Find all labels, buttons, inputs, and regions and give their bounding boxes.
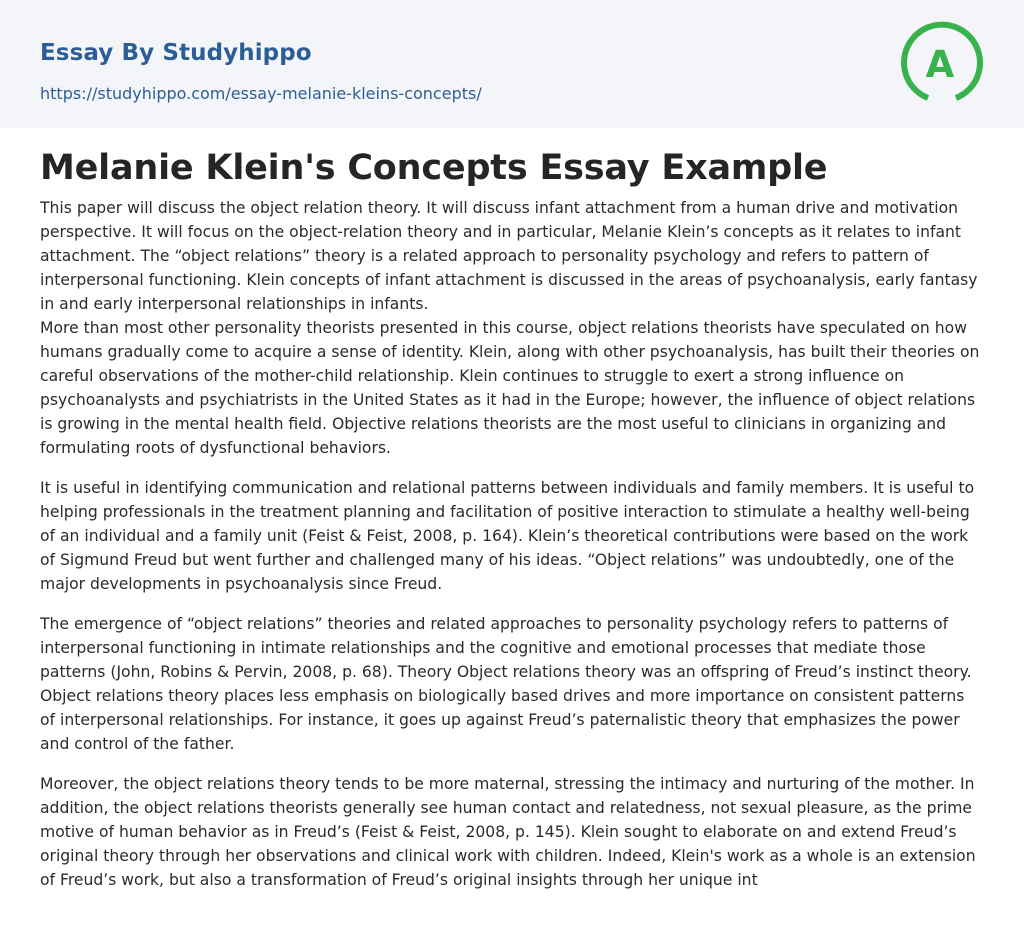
paragraph-1: This paper will discuss the object relation theory. It will discuss infant attachment from a human drive and motivation perspective. It will focus on the object-relation theory and in particular, Melanie Klein’s concepts as it relates to infant attachment. The “object relations” theory is a related approach to personality psychology and refers to pattern of interpersonal functioning. Klein concepts of infant attachment is discussed in the areas of psychoanalysis, early fantasy in and early interpersonal relationships in infants. bbox=[40, 199, 978, 313]
essay-body bbox=[40, 196, 984, 892]
article bbox=[40, 144, 984, 908]
paragraph-2: More than most other personality theorists presented in this course, object relations theorists have speculated on how humans gradually come to acquire a sense of identity. Klein, along with other psychoanalysis, has built their theories on careful observations of the mother-child relationship. Klein continues to struggle to exert a strong influence on psychoanalysts and psychiatrists in the United States as it had in the Europe; however, the influence of object relations is growing in the mental health field. Objective relations theorists are the most useful to clinicians in organizing and formulating roots of dysfunctional behaviors. bbox=[40, 319, 980, 457]
logo-letter: A bbox=[925, 43, 955, 86]
essay-url-link[interactable]: https://studyhippo.com/essay-melanie-kleins-concepts/ bbox=[40, 84, 482, 103]
site-header bbox=[0, 0, 1024, 128]
studyhippo-logo-icon bbox=[898, 18, 986, 106]
article-title: Melanie Klein's Concepts Essay Example bbox=[40, 148, 828, 188]
paragraph-4: The emergence of “object relations” theories and related approaches to personality psychology refers to patterns of interpersonal functioning in intimate relationships and the cognitive and emotional processes that mediate those patterns (John, Robins & Pervin, 2008, p. 68). Theory Object relations theory was an offspring of Freud’s instinct theory. Object relations theory places less emphasis on biologically based drives and more importance on consistent patterns of interpersonal relationships. For instance, it goes up against Freud’s paternalistic theory that emphasizes the power and control of the father. bbox=[40, 615, 972, 753]
paragraph-3: It is useful in identifying communication and relational patterns between individuals and family members. It is useful to helping professionals in the treatment planning and facilitation of positive interaction to stimulate a healthy well-being of an individual and a family unit (Feist & Feist, 2008, p. 164). Klein’s theoretical contributions were based on the work of Sigmund Freud but went further and challenged many of his ideas. “Object relations” was undoubtedly, one of the major developments in psychoanalysis since Freud. bbox=[40, 479, 975, 593]
site-title: Essay By Studyhippo bbox=[40, 40, 312, 66]
paragraph-5: Moreover, the object relations theory tends to be more maternal, stressing the intimacy and nurturing of the mother. In addition, the object relations theorists generally see human contact and relatedness, not sexual pleasure, as the prime motive of human behavior as in Freud’s (Feist & Feist, 2008, p. 145). Klein sought to elaborate on and extend Freud’s original theory through her observations and clinical work with children. Indeed, Klein's work as a whole is an extension of Freud’s work, but also a transformation of Freud’s original insights through her unique int bbox=[40, 775, 976, 889]
